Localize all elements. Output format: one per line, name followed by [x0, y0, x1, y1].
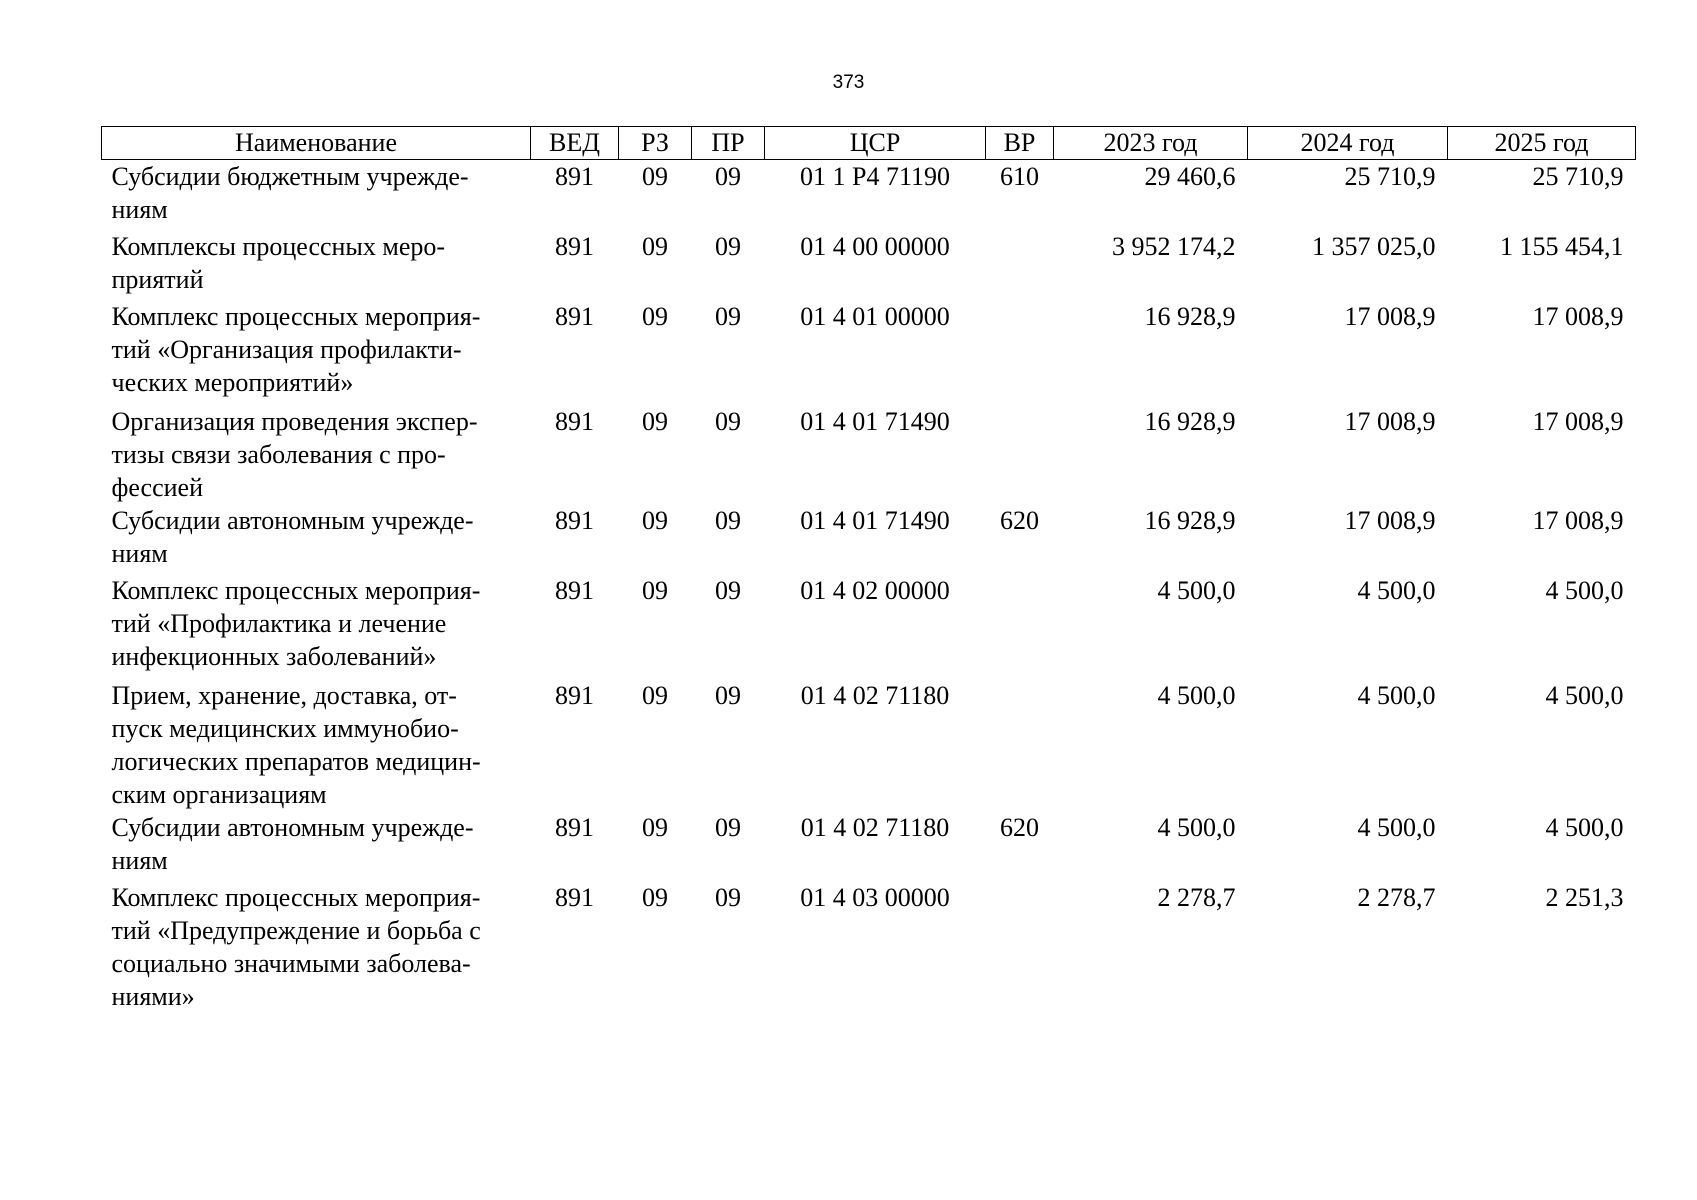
row-name-line: Субсидии автономным учрежде- [111, 505, 474, 535]
table-body [102, 160, 1636, 1013]
row-value-2023: 16 928,9 [1144, 301, 1236, 331]
row-name-line: ниями» [111, 981, 195, 1011]
row-pr: 09 [715, 680, 741, 710]
header-vr: ВР [986, 127, 1054, 160]
row-csr: 01 4 02 00000 [800, 575, 950, 605]
row-pr: 09 [715, 575, 741, 605]
row-ved: 891 [555, 812, 594, 842]
row-value-2025: 1 155 454,1 [1500, 231, 1624, 261]
row-value-2025: 4 500,0 [1545, 812, 1624, 842]
row-ved: 891 [555, 406, 594, 436]
row-ved: 891 [555, 162, 594, 191]
row-name-line: ниям [111, 538, 168, 568]
row-value-2025: 17 008,9 [1532, 406, 1624, 436]
row-pr: 09 [715, 406, 741, 436]
row-value-2025: 25 710,9 [1532, 162, 1624, 191]
table-header-row [102, 127, 1636, 160]
row-value-2024: 4 500,0 [1357, 812, 1436, 842]
row-ved: 891 [555, 231, 594, 261]
row-vr: 620 [1000, 505, 1039, 535]
row-name-line: тий «Профилактика и лечение [111, 608, 447, 638]
header-2024: 2024 год [1248, 127, 1448, 160]
row-value-2023: 2 278,7 [1157, 882, 1236, 912]
row-ved: 891 [555, 680, 594, 710]
table-row [102, 881, 1636, 1013]
row-name [102, 405, 531, 504]
row-name [102, 811, 531, 881]
table-row [102, 504, 1636, 574]
header-2023: 2023 год [1054, 127, 1248, 160]
row-csr: 01 4 01 00000 [800, 301, 950, 331]
row-value-2024: 17 008,9 [1344, 505, 1436, 535]
row-value-2025: 17 008,9 [1532, 301, 1624, 331]
row-value-2024: 1 357 025,0 [1312, 231, 1436, 261]
row-vr [986, 230, 1054, 300]
row-value-2025: 4 500,0 [1545, 575, 1624, 605]
row-value-2025: 2 251,3 [1545, 882, 1624, 912]
row-pr: 09 [715, 505, 741, 535]
row-pr: 09 [715, 812, 741, 842]
row-csr: 01 4 01 71490 [800, 406, 950, 436]
row-pr: 09 [715, 882, 741, 912]
row-rz: 09 [642, 505, 668, 535]
row-rz: 09 [642, 882, 668, 912]
row-value-2023: 16 928,9 [1144, 505, 1236, 535]
row-name [102, 504, 531, 574]
row-name-line: ческих мероприятий» [111, 367, 354, 397]
row-name-line: ниям [111, 845, 168, 875]
row-vr [986, 300, 1054, 405]
row-value-2023: 4 500,0 [1157, 575, 1236, 605]
table-row [102, 230, 1636, 300]
row-value-2024: 25 710,9 [1344, 162, 1436, 191]
row-ved: 891 [555, 882, 594, 912]
row-pr: 09 [715, 231, 741, 261]
header-csr: ЦСР [765, 127, 986, 160]
row-csr: 01 4 01 71490 [800, 505, 950, 535]
row-name [102, 881, 531, 1013]
budget-table [101, 126, 1636, 1013]
row-name-line: Прием, хранение, доставка, от- [111, 680, 457, 710]
row-ved: 891 [555, 505, 594, 535]
row-name-line: фессией [111, 472, 203, 502]
row-name-line: тизы связи заболевания с про- [111, 439, 446, 469]
row-value-2024: 4 500,0 [1357, 575, 1436, 605]
row-vr: 620 [1000, 812, 1039, 842]
table-row [102, 300, 1636, 405]
row-value-2023: 29 460,6 [1144, 162, 1236, 191]
row-csr: 01 4 02 71180 [800, 680, 950, 710]
row-pr: 09 [715, 301, 741, 331]
table-row [102, 405, 1636, 504]
row-name [102, 160, 531, 230]
row-csr: 01 4 02 71180 [800, 812, 950, 842]
row-value-2023: 16 928,9 [1144, 406, 1236, 436]
row-value-2024: 17 008,9 [1344, 406, 1436, 436]
header-rz: РЗ [619, 127, 692, 160]
row-name [102, 300, 531, 405]
header-pr: ПР [692, 127, 765, 160]
row-rz: 09 [642, 162, 668, 191]
row-name-line: ниям [111, 195, 168, 224]
row-rz: 09 [642, 406, 668, 436]
table-row [102, 679, 1636, 811]
row-name-line: тий «Организация профилакти- [111, 334, 462, 364]
row-name [102, 679, 531, 811]
row-value-2023: 3 952 174,2 [1112, 231, 1236, 261]
header-name: Наименование [102, 127, 531, 160]
header-ved: ВЕД [531, 127, 619, 160]
row-name-line: Комплекс процессных мероприя- [111, 882, 481, 912]
row-csr: 01 4 03 00000 [800, 882, 950, 912]
row-name-line: Организация проведения экспер- [111, 406, 478, 436]
table-row [102, 160, 1636, 230]
page-number: 373 [832, 72, 865, 93]
table-row [102, 811, 1636, 881]
row-name-line: инфекционных заболеваний» [111, 641, 437, 671]
row-rz: 09 [642, 812, 668, 842]
row-name-line: тий «Предупреждение и борьба с [111, 915, 481, 945]
row-value-2024: 4 500,0 [1357, 680, 1436, 710]
row-vr [986, 679, 1054, 811]
row-name-line: социально значимыми заболева- [111, 948, 471, 978]
row-name [102, 230, 531, 300]
row-name-line: Комплексы процессных меро- [111, 231, 446, 261]
row-name-line: Комплекс процессных мероприя- [111, 575, 481, 605]
row-vr [986, 405, 1054, 504]
row-value-2025: 17 008,9 [1532, 505, 1624, 535]
row-vr: 610 [1000, 162, 1039, 191]
row-vr [986, 574, 1054, 679]
row-name-line: логических препаратов медицин- [111, 746, 481, 776]
row-vr [986, 881, 1054, 1013]
row-value-2024: 2 278,7 [1357, 882, 1436, 912]
row-rz: 09 [642, 301, 668, 331]
row-value-2025: 4 500,0 [1545, 680, 1624, 710]
row-name-line: Субсидии бюджетным учрежде- [111, 162, 469, 191]
row-name-line: ским организациям [111, 779, 327, 809]
row-pr: 09 [715, 162, 741, 191]
row-name-line: приятий [111, 264, 204, 294]
row-value-2024: 17 008,9 [1344, 301, 1436, 331]
row-name-line: пуск медицинских иммунобио- [111, 713, 459, 743]
row-value-2023: 4 500,0 [1157, 812, 1236, 842]
row-ved: 891 [555, 575, 594, 605]
row-name [102, 574, 531, 679]
row-rz: 09 [642, 231, 668, 261]
row-name-line: Комплекс процессных мероприя- [111, 301, 481, 331]
row-csr: 01 1 Р4 71190 [800, 162, 950, 191]
row-value-2023: 4 500,0 [1157, 680, 1236, 710]
header-2025: 2025 год [1448, 127, 1636, 160]
row-ved: 891 [555, 301, 594, 331]
table-row [102, 574, 1636, 679]
row-csr: 01 4 00 00000 [800, 231, 950, 261]
row-rz: 09 [642, 680, 668, 710]
row-name-line: Субсидии автономным учрежде- [111, 812, 474, 842]
row-rz: 09 [642, 575, 668, 605]
